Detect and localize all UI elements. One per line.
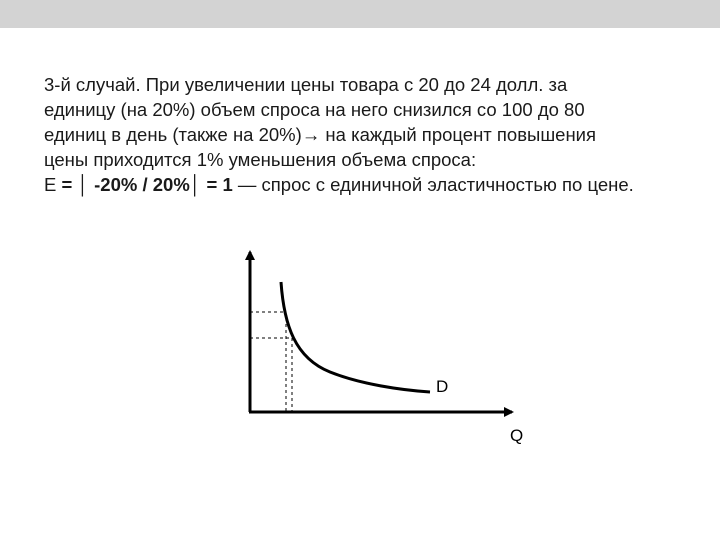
formula-abs-close: │: [189, 174, 202, 195]
demand-curve: [281, 282, 430, 392]
formula-abs-open: │: [77, 174, 89, 195]
formula-equals-1: =: [61, 174, 73, 195]
formula-equals-2: =: [206, 174, 218, 195]
formula-lhs: E: [44, 174, 57, 195]
text-line-1: 3-й случай. При увеличении цены товара с 20 до 24 долл. за: [44, 74, 568, 95]
formula-conclusion: — спрос с единичной эластичностью по цене.: [237, 174, 634, 195]
text-line-3: единиц в день (также на 20%)→ на каждый процент повышения: [44, 124, 597, 145]
formula-result: 1: [222, 174, 233, 195]
curve-label-d: D: [436, 377, 449, 396]
text-line-2: единицу (на 20%) объем спроса на него снизился со 100 до 80: [44, 99, 585, 120]
x-axis-label-q: Q: [510, 426, 524, 445]
text-line-4: цены приходится 1% уменьшения объема спроса:: [44, 149, 477, 170]
formula-expression: -20% / 20%: [94, 174, 190, 195]
